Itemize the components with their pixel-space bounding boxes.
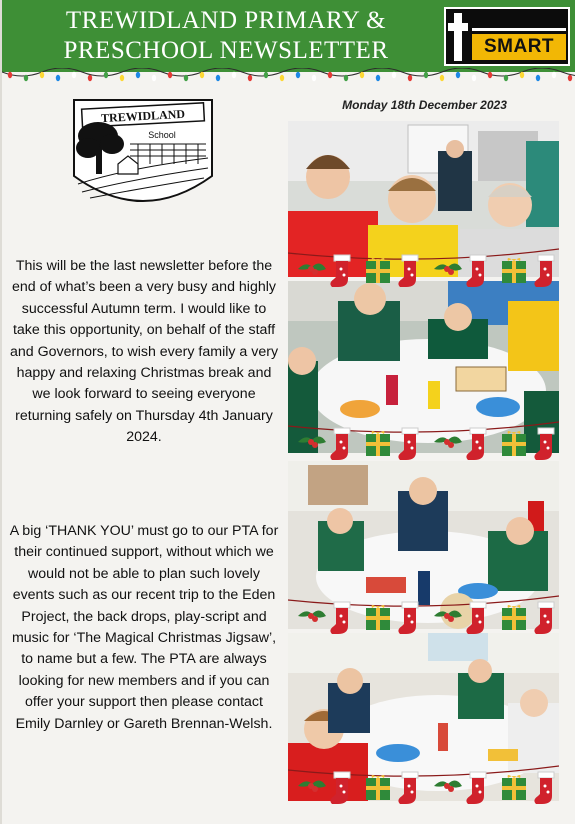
light-bulb-icon bbox=[424, 72, 428, 78]
stocking-icon bbox=[534, 772, 554, 804]
light-bulb-icon bbox=[264, 72, 268, 78]
newsletter-date: Monday 18th December 2023 bbox=[342, 98, 507, 112]
stocking-icon bbox=[534, 602, 554, 634]
light-bulb-icon bbox=[248, 75, 252, 81]
light-bulb-icon bbox=[408, 75, 412, 81]
title-line-2: PRESCHOOL NEWSLETTER bbox=[63, 37, 389, 64]
gift-icon bbox=[366, 258, 390, 283]
pta-paragraph: A big ‘THANK YOU’ must go to our PTA for their continued support, without which we would not be able to plan such lovely events such as our recent trip to the Eden Project, the back drops, play-script and music for ‘The Magical Christmas Jigsaw’, to name but a few. The PTA are always looking for new members and if you can offer your support then please contact Emily Darnley or Gareth Brennan-Welsh. bbox=[9, 523, 279, 732]
stocking-icon bbox=[466, 255, 486, 287]
stocking-icon bbox=[398, 602, 418, 634]
light-bulb-icon bbox=[520, 72, 524, 78]
light-bulb-icon bbox=[200, 72, 204, 78]
light-bulb-icon bbox=[376, 75, 380, 81]
light-bulb-icon bbox=[40, 72, 44, 78]
light-bulb-icon bbox=[504, 75, 508, 81]
light-bulb-icon bbox=[488, 72, 492, 78]
stocking-icon bbox=[398, 428, 418, 460]
school-logo-sub: School bbox=[148, 130, 176, 140]
light-bulb-icon bbox=[88, 75, 92, 81]
light-bulb-icon bbox=[536, 75, 540, 81]
light-bulb-icon bbox=[472, 75, 476, 81]
light-bulb-icon bbox=[456, 72, 460, 78]
stocking-icon bbox=[398, 255, 418, 287]
christmas-bunting-1 bbox=[288, 243, 559, 303]
stocking-icon bbox=[330, 428, 350, 460]
stocking-icon bbox=[330, 602, 350, 634]
stocking-icon bbox=[534, 428, 554, 460]
holly-icon bbox=[298, 780, 326, 792]
light-bulb-icon bbox=[552, 72, 556, 78]
holly-icon bbox=[434, 263, 462, 275]
christmas-bunting-4 bbox=[288, 760, 559, 820]
newsletter-header bbox=[2, 0, 575, 72]
christmas-lights-garland bbox=[2, 68, 575, 88]
stocking-icon bbox=[330, 772, 350, 804]
light-bulb-icon bbox=[104, 72, 108, 78]
holly-icon bbox=[434, 780, 462, 792]
stocking-icon bbox=[534, 255, 554, 287]
holly-icon bbox=[434, 436, 462, 448]
gift-icon bbox=[366, 605, 390, 630]
light-bulb-icon bbox=[24, 75, 28, 81]
light-bulb-icon bbox=[328, 72, 332, 78]
holly-icon bbox=[434, 610, 462, 622]
stocking-icon bbox=[466, 428, 486, 460]
gift-icon bbox=[366, 775, 390, 800]
light-bulb-icon bbox=[312, 75, 316, 81]
stocking-icon bbox=[330, 255, 350, 287]
light-bulb-icon bbox=[344, 75, 348, 81]
gift-icon bbox=[502, 431, 526, 456]
light-bulb-icon bbox=[72, 72, 76, 78]
school-logo bbox=[68, 98, 218, 216]
light-bulb-icon bbox=[168, 72, 172, 78]
light-bulb-icon bbox=[136, 72, 140, 78]
light-bulb-icon bbox=[232, 72, 236, 78]
light-bulb-icon bbox=[56, 75, 60, 81]
light-bulb-icon bbox=[216, 75, 220, 81]
light-bulb-icon bbox=[360, 72, 364, 78]
stocking-icon bbox=[398, 772, 418, 804]
christmas-bunting-2 bbox=[288, 416, 559, 476]
smart-logo-text: SMART bbox=[472, 34, 566, 60]
smart-logo bbox=[444, 7, 570, 66]
light-bulb-icon bbox=[392, 72, 396, 78]
intro-paragraph: This will be the last newsletter before the end of what’s been a very busy and highly successful Autumn term. I would like to take this opportunity, on behalf of the staff and Governors, to wish every family a very happy and relaxing Christmas break and we look forward to seeing everyone returning safely on Thursday 4th January 2024. bbox=[9, 258, 279, 446]
christmas-bunting-3 bbox=[288, 590, 559, 650]
holly-icon bbox=[298, 263, 326, 275]
gift-icon bbox=[502, 605, 526, 630]
light-bulb-icon bbox=[440, 75, 444, 81]
light-bulb-icon bbox=[280, 75, 284, 81]
logo-rule bbox=[472, 28, 566, 31]
gift-icon bbox=[502, 258, 526, 283]
stocking-icon bbox=[466, 772, 486, 804]
holly-icon bbox=[298, 436, 326, 448]
school-logo-name: TREWIDLAND bbox=[100, 106, 186, 126]
title-line-1: TREWIDLAND PRIMARY & bbox=[65, 7, 387, 34]
light-bulb-icon bbox=[152, 75, 156, 81]
holly-icon bbox=[298, 610, 326, 622]
cross-icon bbox=[454, 13, 462, 61]
light-bulb-icon bbox=[296, 72, 300, 78]
gift-icon bbox=[366, 431, 390, 456]
light-bulb-icon bbox=[120, 75, 124, 81]
light-bulb-icon bbox=[8, 72, 12, 78]
gift-icon bbox=[502, 775, 526, 800]
cross-icon-bar bbox=[448, 23, 468, 31]
newsletter-title bbox=[16, 6, 436, 66]
light-bulb-icon bbox=[184, 75, 188, 81]
light-bulb-icon bbox=[568, 75, 572, 81]
stocking-icon bbox=[466, 602, 486, 634]
